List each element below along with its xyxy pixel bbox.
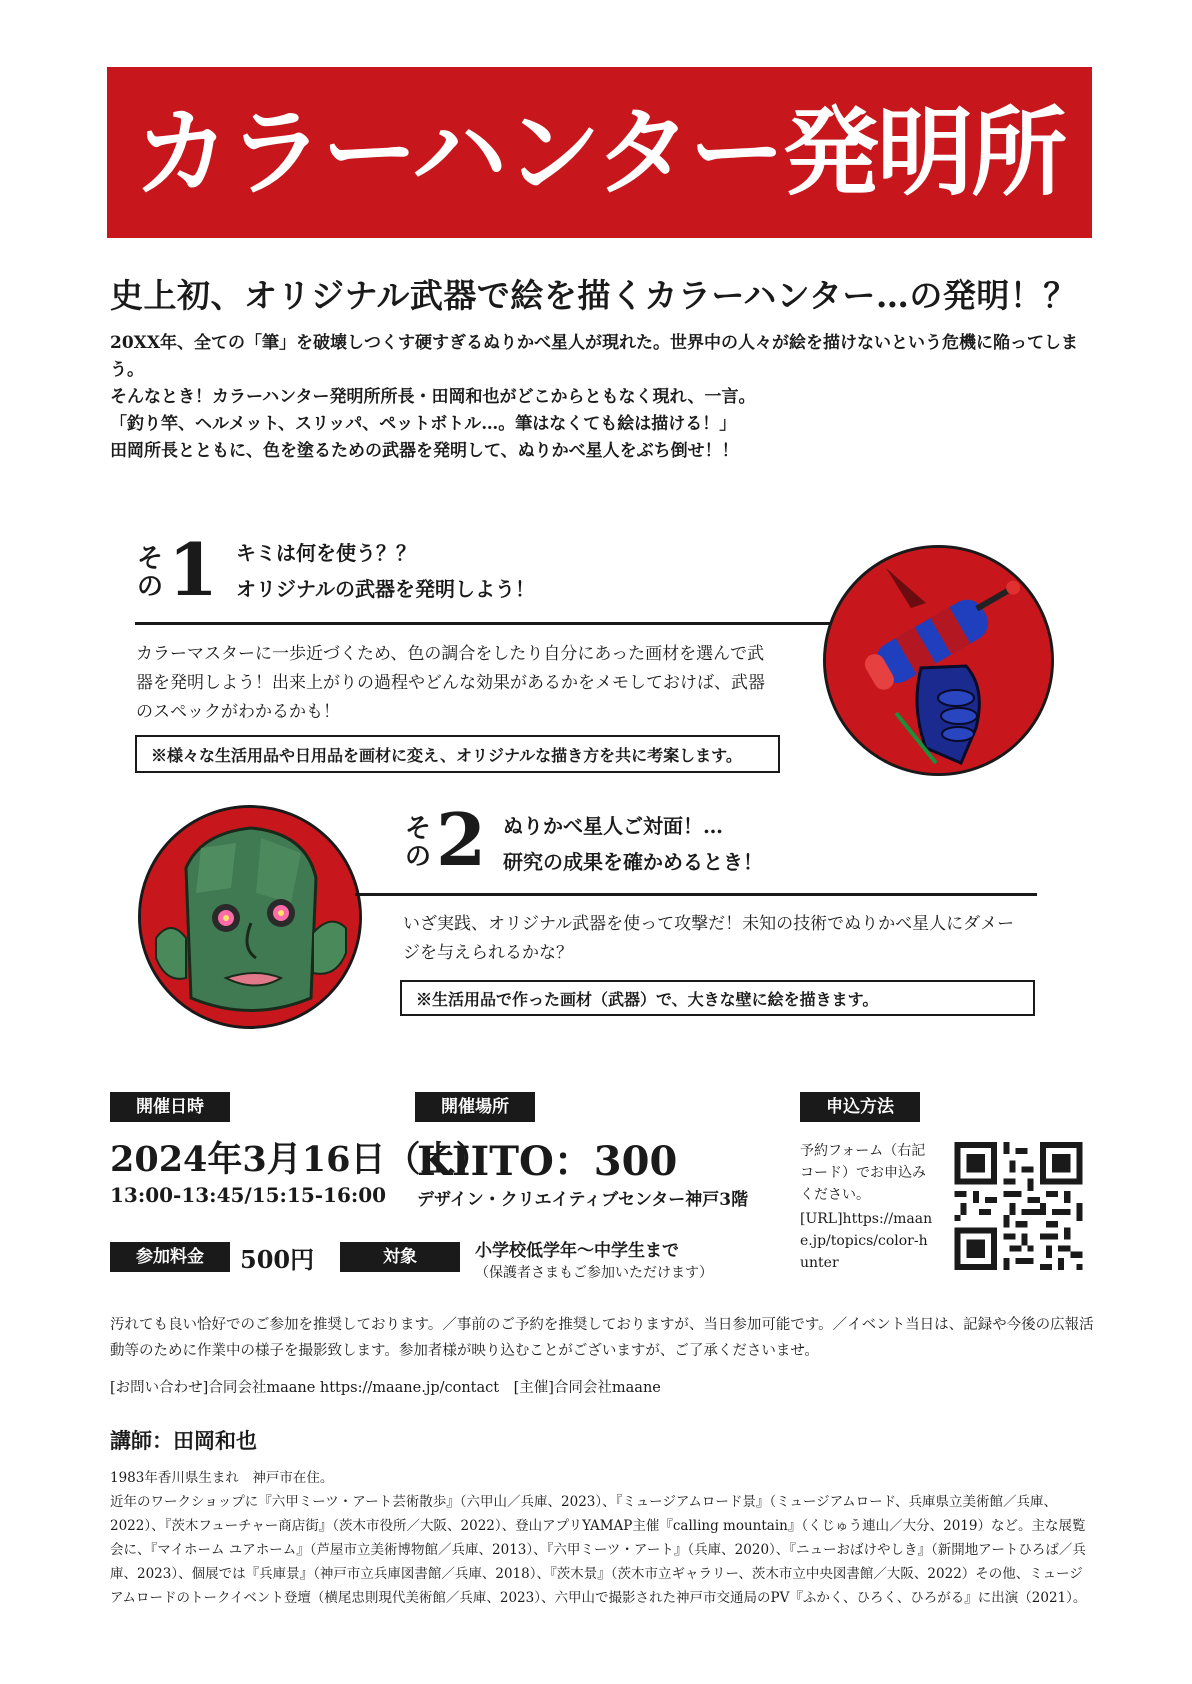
fee-value: 500円 [240, 1245, 315, 1274]
lecturer-bio: 近年のワークショップに『六甲ミーツ・アート芸術散歩』（六甲山／兵庫、2023）、『ミュージアムロード景』（ミュージアムロード、兵庫県立美術館／兵庫、2022）、『茨木フューチャー商店街』（茨木市役所／大阪、2022）、登山アプリYAMAP主催『calling mountain』（くじゅう連山／大分、2019）など。主な展覧会に、『マイホーム ユアホーム』（芦屋市立美術博物館／兵庫、2013）、『六甲ミーツ・アート』（兵庫、2020）、『ニューおばけやしき』（新開地アートひろば／兵庫、2023）、個展では『兵庫景』（神戸市立兵庫図書館／兵庫、2018）、『茨木景』（茨木市立ギャラリー、茨木市立中央図書館／大阪、2022）その他、ミュージアムロードのトークイベント登壇（横尾忠則現代美術館／兵庫、2023）、六甲山で撮影された神戸市交通局のPV『ふかく、ひろく、ひろがる』に出演（2021）。 [110, 1494, 1087, 1606]
target-value: 小学校低学年〜中学生まで [475, 1241, 679, 1261]
notice-text: 汚れても良い恰好でのご参加を推奨しております。／事前のご予約を推奨しておりますが、当日参加可能です。／イベント当日は、記録や今後の広報活動等のために作業中の様子を撮影致します。参加者様が映り込むことがございますが、ご了承くださいませ。 [110, 1317, 1094, 1359]
page-title: カラーハンター発明所 [133, 96, 1066, 209]
section2-body: いざ実践、オリジナル武器を使って攻撃だ！未知の技術でぬりかべ星人にダメージを与えられるかな？ [403, 914, 1015, 963]
headline: 史上初、オリジナル武器で絵を描くカラーハンター…の発明！？ [110, 276, 1077, 315]
venue-detail: デザイン・クリエイティブセンター神戸3階 [417, 1190, 749, 1210]
section1-heading [236, 535, 535, 607]
section1-label: その [136, 544, 163, 602]
date-tag: 開催日時 [110, 1092, 230, 1122]
section2-heading-line1: ぬりかべ星人ご対面！… [503, 814, 723, 838]
intro-line: 「釣り竿、ヘルメット、スリッパ、ペットボトル…。筆はなくても絵は描ける！」 [110, 414, 737, 434]
section1-heading-line2: オリジナルの武器を発明しよう！ [236, 577, 535, 601]
section1-number: 1 [168, 527, 219, 612]
section2-note: ※生活用品で作った画材（武器）で、大きな壁に絵を描きます。 [400, 980, 1035, 1016]
venue-tag: 開催場所 [415, 1092, 535, 1122]
target-note: （保護者さまもご参加いただけます） [475, 1265, 713, 1281]
lecturer-title: 講師：田岡和也 [110, 1428, 257, 1453]
event-date: 2024年3月16日（土） [110, 1139, 491, 1180]
section2-label: その [404, 814, 431, 872]
contact-text: [お問い合わせ]合同会社maane https://maane.jp/contact [主催]合同会社maane [110, 1380, 661, 1396]
section1-heading-line1: キミは何を使う？？ [236, 541, 416, 565]
raygun-illustration [823, 545, 1054, 776]
section2-number: 2 [436, 797, 487, 882]
intro-line: 田岡所長とともに、色を塗るための武器を発明して、ぬりかべ星人をぶち倒せ！！ [110, 441, 739, 461]
section1-divider [135, 622, 835, 625]
section2-heading [503, 808, 763, 880]
intro-text [110, 330, 1100, 465]
apply-instructions: 予約フォーム（右記コード）でお申込みください。 [800, 1143, 926, 1203]
venue-name: KIITO：300 [417, 1138, 678, 1185]
section1-body: カラーマスターに一歩近づくため、色の調合をしたり自分にあった画材を選んで武器を発明しよう！出来上がりの過程やどんな効果があるかをメモしておけば、武器のスペックがわかるかも！ [136, 644, 765, 722]
target-tag: 対象 [340, 1242, 460, 1272]
qr-code-icon[interactable] [952, 1142, 1085, 1270]
nurikabe-alien-illustration [138, 805, 362, 1029]
section1-note: ※様々な生活用品や日用品を画材に変え、オリジナルな描き方を共に考案します。 [135, 735, 780, 773]
lecturer-bio-line1: 1983年香川県生まれ 神戸市在住。 [110, 1470, 334, 1486]
section2-heading-line2: 研究の成果を確かめるとき！ [503, 850, 763, 874]
apply-tag: 申込方法 [800, 1092, 920, 1122]
intro-line: 20XX年、全ての「筆」を破壊しつくす硬すぎるぬりかべ星人が現れた。世界中の人々が絵を描けないという危機に陥ってしまう。 [110, 333, 1079, 380]
section2-divider [355, 893, 1037, 896]
event-time: 13:00-13:45/15:15-16:00 [110, 1183, 387, 1207]
title-banner [107, 67, 1092, 238]
fee-tag: 参加料金 [110, 1242, 230, 1272]
intro-line: そんなとき！カラーハンター発明所所長・田岡和也がどこからともなく現れ、一言。 [110, 387, 756, 407]
apply-url[interactable]: [URL]https://maane.jp/topics/color-hunter [800, 1211, 933, 1271]
